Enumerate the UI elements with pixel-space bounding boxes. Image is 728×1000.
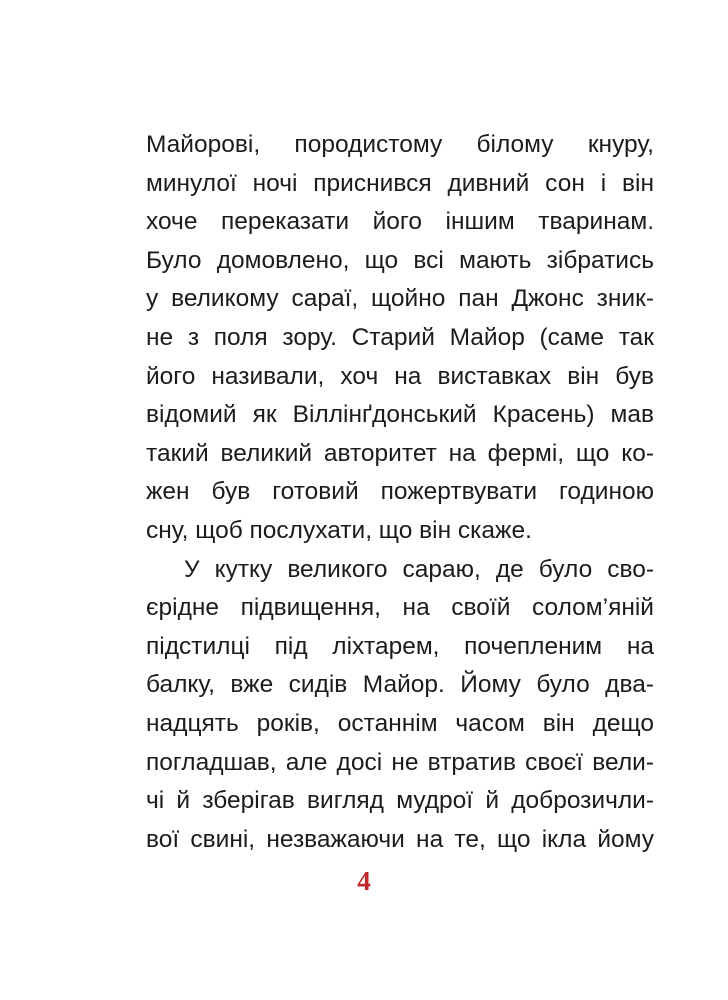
text-line: хоче переказати його іншим тваринам. (146, 208, 654, 236)
text-line: У кутку великого сараю, де було сво- (184, 555, 654, 583)
text-line: не з поля зору. Старий Майор (саме так (146, 323, 654, 351)
text-line: Майорові, породистому білому кнуру, (146, 131, 654, 158)
body-text (146, 126, 654, 859)
text-line: надцять років, останнім часом він дещо (146, 709, 654, 737)
text-line: погладшав, але досі не втратив своєї вели- (146, 748, 654, 776)
text-line: такий великий авторитет на фермі, що ко- (146, 439, 654, 467)
page-number: 4 (357, 866, 371, 896)
text-line: його називали, хоч на виставках він був (146, 362, 654, 390)
text-line: у великому сараї, щойно пан Джонс зник- (146, 285, 654, 313)
text-line: вої свині, незважаючи на те, що ікла йому (146, 825, 654, 853)
text-line: сну, щоб послухати, що він скаже. (146, 516, 532, 544)
text-line: відомий як Віллінґдонський Красень) мав (146, 401, 654, 429)
text-line: єрідне підвищення, на своїй солом’яній (146, 594, 654, 622)
text-line: жен був готовий пожертвувати годиною (146, 478, 654, 506)
text-line: чі й зберігав вигляд мудрої й доброзичли- (146, 787, 654, 815)
paragraph-2 (146, 551, 654, 860)
text-line: балку, вже сидів Майор. Йому було два- (146, 671, 654, 699)
paragraph-1 (146, 126, 654, 551)
text-line: минулої ночі приснився дивний сон і він (146, 169, 654, 197)
text-line: Було домовлено, що всі мають зібратись (146, 246, 654, 274)
text-line: підстилці під ліхтарем, почепленим на (146, 632, 654, 660)
